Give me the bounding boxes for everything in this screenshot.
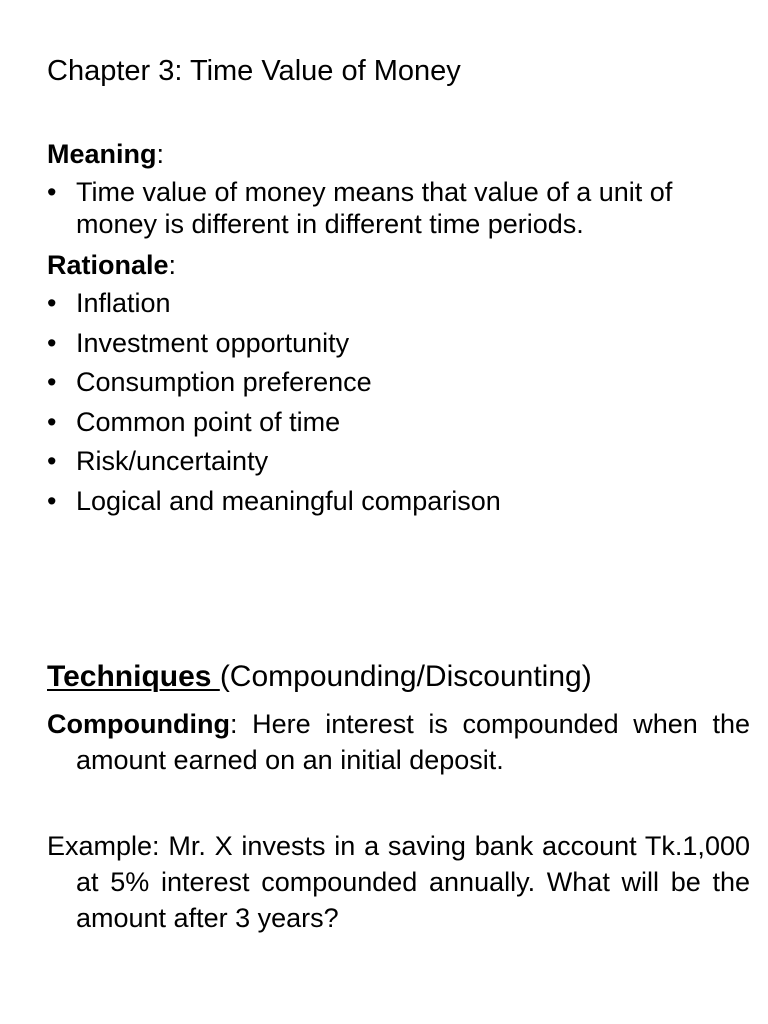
rationale-item-common-point: Common point of time [76, 406, 341, 437]
rationale-list-item [47, 485, 747, 525]
rationale-heading-colon: : [168, 250, 177, 280]
rationale-item-risk: Risk/uncertainty [76, 446, 269, 476]
rationale-list-item [47, 366, 747, 406]
rationale-heading [47, 248, 176, 282]
techniques-heading [47, 658, 592, 696]
chapter-title: Chapter 3: Time Value of Money [47, 55, 461, 87]
meaning-heading-label: Meaning [47, 139, 157, 169]
rationale-item-investment: Investment opportunity [76, 327, 350, 358]
bullet-icon: • [47, 485, 57, 516]
meaning-text: Time value of money means that value of a unit of money is different in different time periods. [76, 177, 673, 239]
bullet-icon: • [47, 327, 57, 358]
compounding-text: : Here interest is compounded when the amount earned on an initial deposit. [76, 709, 750, 775]
bullet-icon: • [47, 177, 57, 207]
rationale-item-consumption: Consumption preference [76, 367, 372, 397]
rationale-list [47, 287, 747, 524]
meaning-heading-colon: : [156, 139, 165, 169]
rationale-list-item [47, 327, 747, 367]
bullet-icon: • [47, 406, 57, 437]
rationale-item-comparison: Logical and meaningful comparison [76, 485, 501, 516]
rationale-item-inflation: Inflation [76, 288, 171, 318]
meaning-list-item [47, 176, 747, 240]
bullet-icon: • [47, 288, 57, 318]
compounding-term: Compounding [47, 709, 230, 739]
example-paragraph: Example: Mr. X invests in a saving bank account Tk.1,000 at 5% interest compounded annually. What will be the amount after 3 years? [47, 831, 750, 933]
rationale-list-item [47, 445, 747, 485]
meaning-heading [47, 137, 164, 171]
compounding-paragraph [47, 706, 750, 778]
rationale-list-item [47, 406, 747, 446]
bullet-icon: • [47, 446, 57, 476]
bullet-icon: • [47, 367, 57, 397]
rationale-heading-label: Rationale [47, 250, 169, 280]
techniques-heading-label: Techniques [47, 660, 220, 693]
techniques-subheading: (Compounding/Discounting) [219, 660, 592, 693]
meaning-list [47, 176, 747, 240]
rationale-list-item [47, 287, 747, 327]
